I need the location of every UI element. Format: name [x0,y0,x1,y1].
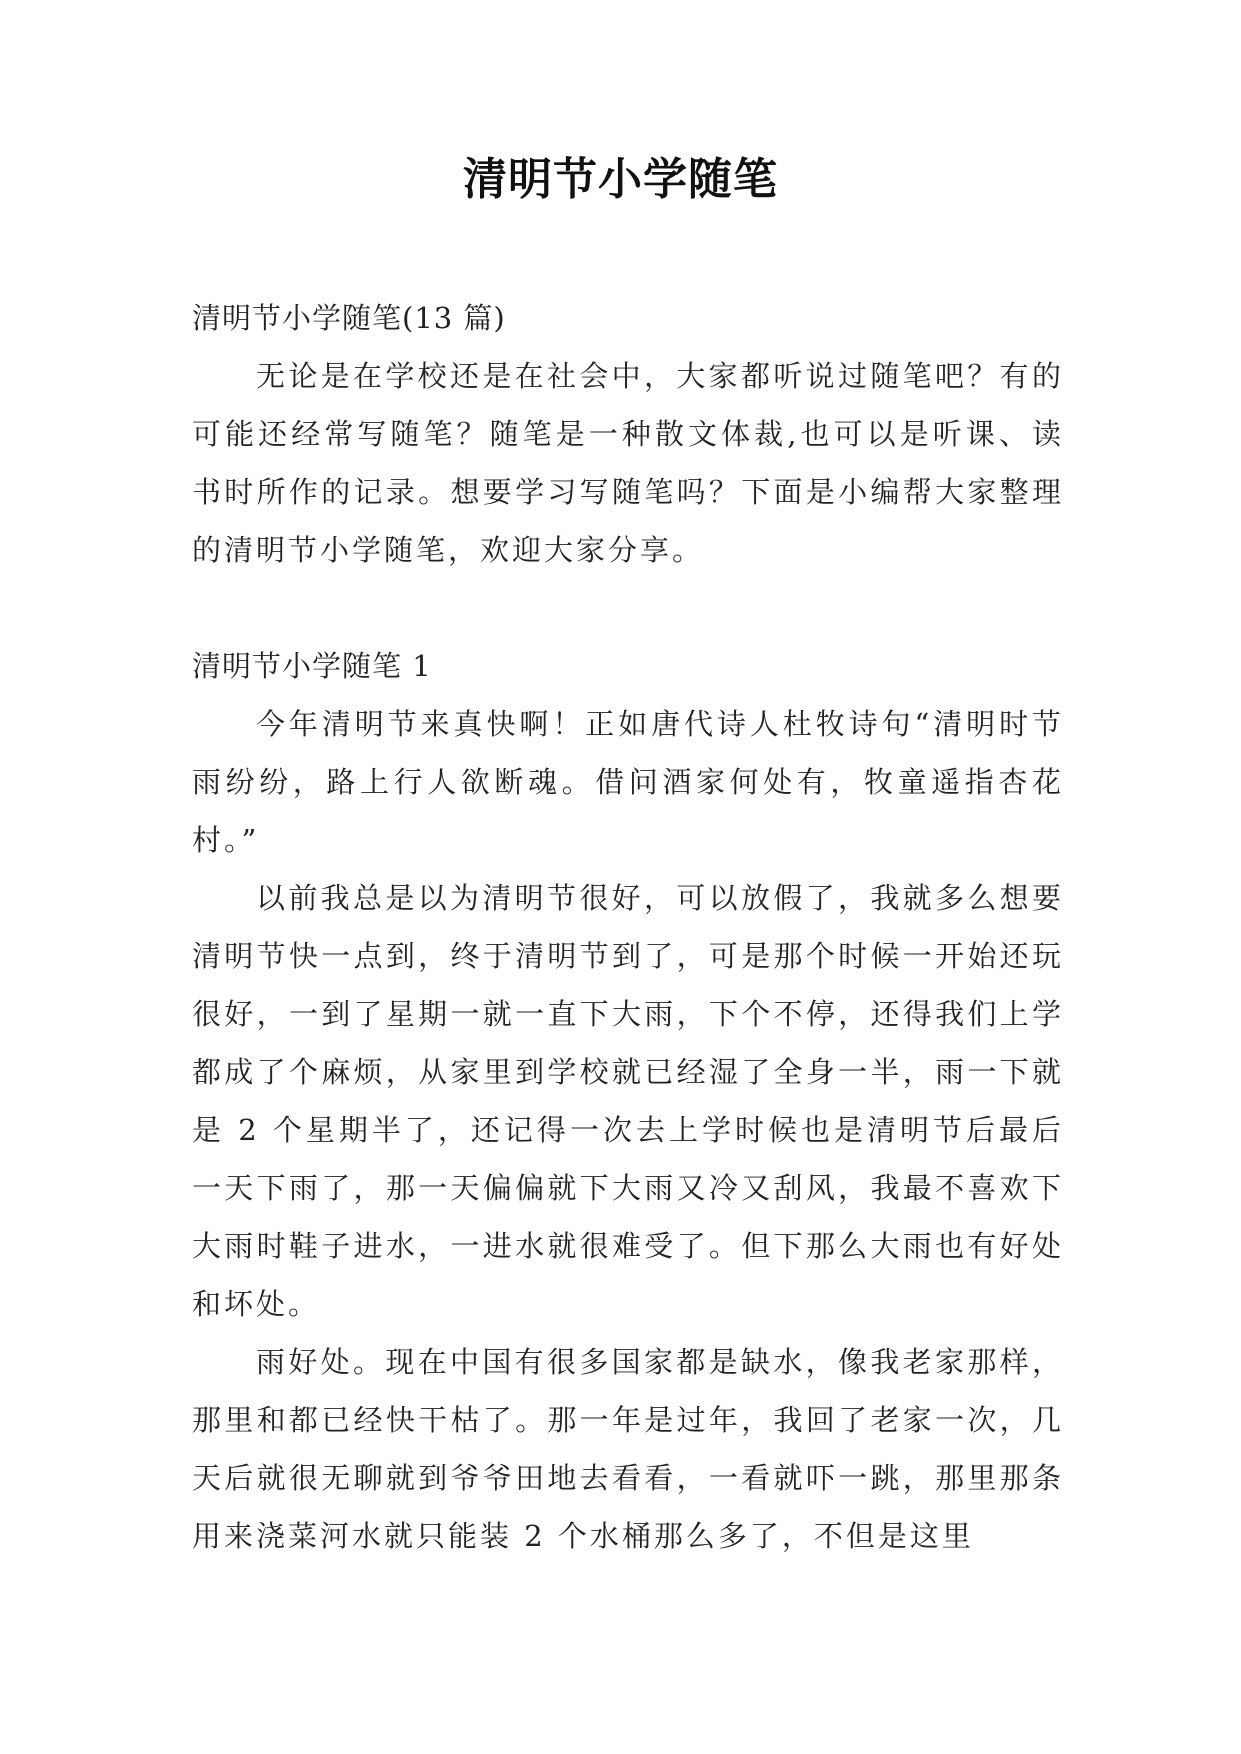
section-paragraph-3: 雨好处。现在中国有很多国家都是缺水，像我老家那样，那里和都已经快干枯了。那一年是过年，我回了老家一次，几天后就很无聊就到爷爷田地去看看，一看就吓一跳，那里那条用来浇菜河水就只能装 2 个水桶那么多了，不但是这里 [192,1345,1064,1553]
intro-paragraph: 无论是在学校还是在社会中，大家都听说过随笔吧？有的可能还经常写随笔？随笔是一种散文体裁,也可以是听课、读书时所作的记录。想要学习写随笔吗？下面是小编帮大家整理的清明节小学随笔，欢迎大家分享。 [192,359,1064,567]
document-body [192,289,1064,1565]
section-heading: 清明节小学随笔 1 [192,649,432,683]
section-paragraph-2: 以前我总是以为清明节很好，可以放假了，我就多么想要清明节快一点到，终于清明节到了，可是那个时候一开始还玩很好，一到了星期一就一直下大雨，下个不停，还得我们上学都成了个麻烦，从家里到学校就已经湿了全身一半，雨一下就是 2 个星期半了，还记得一次去上学时候也是清明节后最后一天下雨了，那一天偏偏就下大雨又冷又刮风，我最不喜欢下大雨时鞋子进水，一进水就很难受了。但下那么大雨也有好处和坏处。 [192,881,1064,1321]
document-subtitle: 清明节小学随笔(13 篇) [192,301,506,335]
document-title: 清明节小学随笔 [463,154,778,205]
section-paragraph-1: 今年清明节来真快啊！正如唐代诗人杜牧诗句“清明时节雨纷纷，路上行人欲断魂。借问酒家何处有，牧童遥指杏花村。” [192,707,1064,857]
paragraph-spacer [192,579,1064,637]
